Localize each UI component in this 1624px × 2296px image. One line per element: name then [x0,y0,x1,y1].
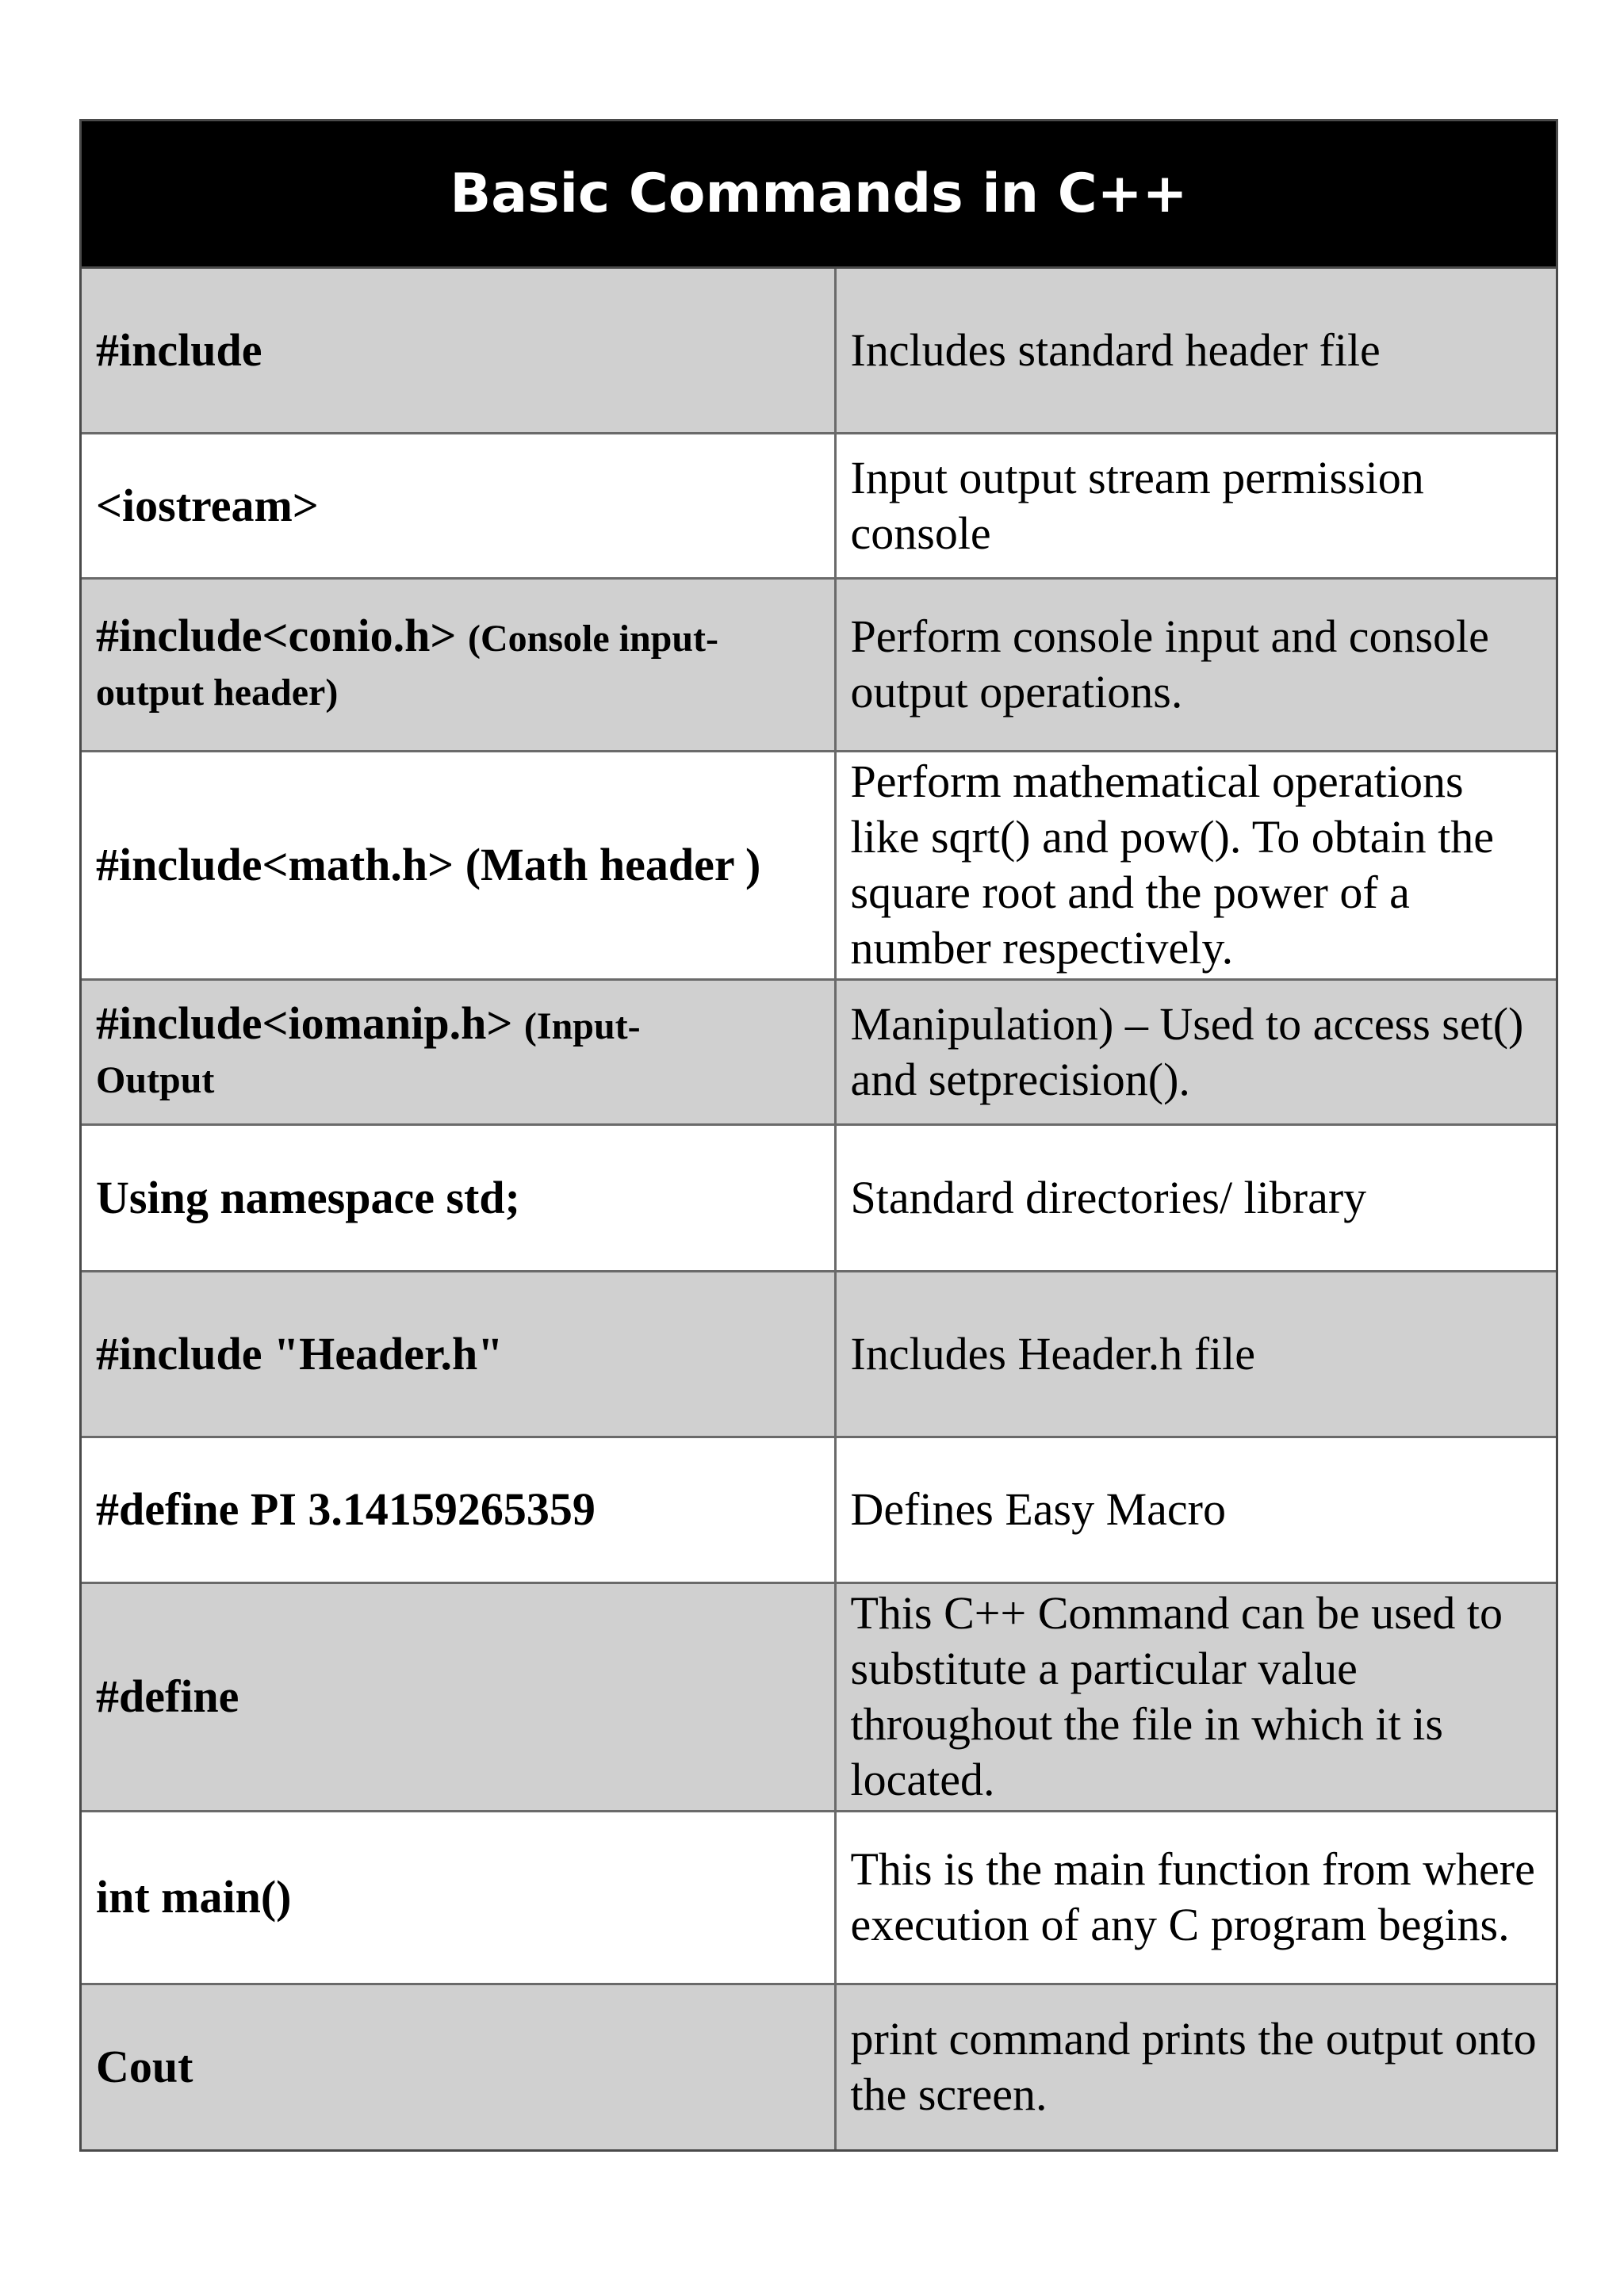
description-cell: Perform mathematical operations like sqrt() and pow(). To obtain the square root and the power of a number respectively. [835,751,1556,979]
description-cell: Includes standard header file [835,269,1556,433]
command-cell: #define [82,1582,835,1811]
command-cell: #include<math.h> (Math header ) [82,751,835,979]
commands-sheet [79,119,1558,2152]
page-title: Basic Commands in C++ [450,163,1188,225]
description-cell: This is the main function from where execution of any C program begins. [835,1811,1556,1984]
description-cell: Includes Header.h file [835,1271,1556,1437]
table-row [82,979,1556,1124]
table-row [82,578,1556,751]
command-cell: #include [82,269,835,433]
table-row [82,1984,1556,2149]
description-cell: This C++ Command can be used to substitute a particular value throughout the file in which it is located. [835,1582,1556,1811]
table-row [82,1437,1556,1582]
command-cell: #include<iomanip.h> (Input- Output [82,979,835,1124]
description-cell: Defines Easy Macro [835,1437,1556,1582]
table-row [82,269,1556,433]
table-row [82,1582,1556,1811]
command-cell: #define PI 3.14159265359 [82,1437,835,1582]
table-row [82,1124,1556,1271]
table-row [82,751,1556,979]
command-cell: Using namespace std; [82,1124,835,1271]
command-cell: int main() [82,1811,835,1984]
description-cell: print command prints the output onto the screen. [835,1984,1556,2149]
table-row [82,1271,1556,1437]
table-row [82,1811,1556,1984]
command-cell: #include "Header.h" [82,1271,835,1437]
table-row [82,433,1556,578]
description-cell: Perform console input and console output operations. [835,578,1556,751]
command-cell: Cout [82,1984,835,2149]
description-cell: Standard directories/ library [835,1124,1556,1271]
description-cell: Manipulation) – Used to access set() and setprecision(). [835,979,1556,1124]
commands-table [82,269,1556,2149]
title-bar [82,121,1556,269]
description-cell: Input output stream permission console [835,433,1556,578]
command-cell: #include<conio.h> (Console input- output header) [82,578,835,751]
command-cell: <iostream> [82,433,835,578]
